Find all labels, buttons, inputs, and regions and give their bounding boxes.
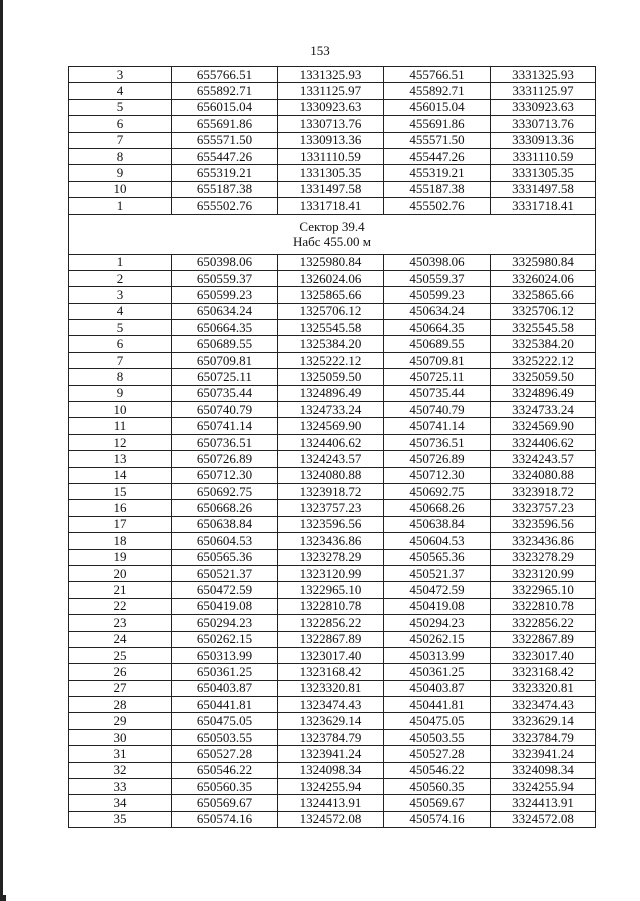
x-coordinate-cell: 655447.26	[172, 148, 278, 164]
x2-coordinate-cell: 450692.75	[384, 483, 491, 499]
x-coordinate-cell: 650740.79	[172, 402, 278, 418]
point-number-cell: 25	[69, 647, 172, 663]
y2-coordinate-cell: 3325706.12	[491, 303, 596, 319]
table-row	[69, 746, 596, 762]
y2-coordinate-cell: 3323757.23	[491, 500, 596, 516]
y-coordinate-cell: 1324098.34	[278, 762, 384, 778]
sector-header-group	[69, 214, 596, 254]
x2-coordinate-cell: 450604.53	[384, 533, 491, 549]
scan-corner-mark	[0, 895, 6, 901]
x2-coordinate-cell: 450664.35	[384, 320, 491, 336]
y-coordinate-cell: 1325545.58	[278, 320, 384, 336]
y-coordinate-cell: 1325706.12	[278, 303, 384, 319]
x2-coordinate-cell: 455447.26	[384, 148, 491, 164]
x2-coordinate-cell: 450262.15	[384, 631, 491, 647]
sector-header-cell	[69, 214, 596, 254]
y-coordinate-cell: 1323120.99	[278, 565, 384, 581]
y-coordinate-cell: 1323168.42	[278, 664, 384, 680]
table-row	[69, 132, 596, 148]
sector-altitude: Набс 455.00 м	[292, 234, 372, 250]
table-row	[69, 83, 596, 99]
y-coordinate-cell: 1330713.76	[278, 116, 384, 132]
y-coordinate-cell: 1324080.88	[278, 467, 384, 483]
y2-coordinate-cell: 3331125.97	[491, 83, 596, 99]
x-coordinate-cell: 650559.37	[172, 270, 278, 286]
point-number-cell: 15	[69, 483, 172, 499]
point-number-cell: 12	[69, 434, 172, 450]
x2-coordinate-cell: 450527.28	[384, 746, 491, 762]
y-coordinate-cell: 1323320.81	[278, 680, 384, 696]
y2-coordinate-cell: 3325059.50	[491, 369, 596, 385]
x2-coordinate-cell: 450736.51	[384, 434, 491, 450]
x-coordinate-cell: 650726.89	[172, 451, 278, 467]
table-row	[69, 434, 596, 450]
x-coordinate-cell: 655319.21	[172, 165, 278, 181]
x-coordinate-cell: 655691.86	[172, 116, 278, 132]
x2-coordinate-cell: 450726.89	[384, 451, 491, 467]
x2-coordinate-cell: 450503.55	[384, 729, 491, 745]
x2-coordinate-cell: 450560.35	[384, 779, 491, 795]
y2-coordinate-cell: 3324733.24	[491, 402, 596, 418]
y-coordinate-cell: 1323596.56	[278, 516, 384, 532]
table-row	[69, 181, 596, 197]
point-number-cell: 20	[69, 565, 172, 581]
y2-coordinate-cell: 3331305.35	[491, 165, 596, 181]
table-row	[69, 680, 596, 696]
table-row	[69, 198, 596, 214]
y2-coordinate-cell: 3322965.10	[491, 582, 596, 598]
x-coordinate-cell: 655766.51	[172, 67, 278, 83]
x-coordinate-cell: 650560.35	[172, 779, 278, 795]
y-coordinate-cell: 1326024.06	[278, 270, 384, 286]
x-coordinate-cell: 650361.25	[172, 664, 278, 680]
x-coordinate-cell: 650441.81	[172, 697, 278, 713]
y2-coordinate-cell: 3322810.78	[491, 598, 596, 614]
y-coordinate-cell: 1324572.08	[278, 811, 384, 827]
point-number-cell: 14	[69, 467, 172, 483]
x2-coordinate-cell: 450546.22	[384, 762, 491, 778]
table-row	[69, 779, 596, 795]
y2-coordinate-cell: 3323120.99	[491, 565, 596, 581]
x2-coordinate-cell: 450668.26	[384, 500, 491, 516]
x2-coordinate-cell: 450574.16	[384, 811, 491, 827]
point-number-cell: 5	[69, 320, 172, 336]
x-coordinate-cell: 650569.67	[172, 795, 278, 811]
x2-coordinate-cell: 455892.71	[384, 83, 491, 99]
y2-coordinate-cell: 3325980.84	[491, 254, 596, 270]
x-coordinate-cell: 650398.06	[172, 254, 278, 270]
coordinates-table	[68, 66, 596, 828]
y2-coordinate-cell: 3324243.57	[491, 451, 596, 467]
y-coordinate-cell: 1324255.94	[278, 779, 384, 795]
table-row	[69, 533, 596, 549]
y-coordinate-cell: 1324243.57	[278, 451, 384, 467]
x2-coordinate-cell: 450441.81	[384, 697, 491, 713]
table-row	[69, 148, 596, 164]
point-number-cell: 18	[69, 533, 172, 549]
table-row	[69, 598, 596, 614]
x2-coordinate-cell: 450398.06	[384, 254, 491, 270]
y2-coordinate-cell: 3324896.49	[491, 385, 596, 401]
y-coordinate-cell: 1322810.78	[278, 598, 384, 614]
point-number-cell: 11	[69, 418, 172, 434]
point-number-cell: 32	[69, 762, 172, 778]
y2-coordinate-cell: 3323596.56	[491, 516, 596, 532]
x-coordinate-cell: 655502.76	[172, 198, 278, 214]
point-number-cell: 19	[69, 549, 172, 565]
point-number-cell: 21	[69, 582, 172, 598]
y2-coordinate-cell: 3324572.08	[491, 811, 596, 827]
x2-coordinate-cell: 450741.14	[384, 418, 491, 434]
y2-coordinate-cell: 3326024.06	[491, 270, 596, 286]
y2-coordinate-cell: 3323436.86	[491, 533, 596, 549]
table-row	[69, 385, 596, 401]
table-row	[69, 582, 596, 598]
y-coordinate-cell: 1324413.91	[278, 795, 384, 811]
x-coordinate-cell: 650668.26	[172, 500, 278, 516]
x-coordinate-cell: 650527.28	[172, 746, 278, 762]
x-coordinate-cell: 655571.50	[172, 132, 278, 148]
x-coordinate-cell: 650736.51	[172, 434, 278, 450]
y-coordinate-cell: 1322856.22	[278, 615, 384, 631]
point-number-cell: 29	[69, 713, 172, 729]
y2-coordinate-cell: 3323320.81	[491, 680, 596, 696]
table-row	[69, 352, 596, 368]
x-coordinate-cell: 655187.38	[172, 181, 278, 197]
y-coordinate-cell: 1331497.58	[278, 181, 384, 197]
table-row	[69, 467, 596, 483]
point-number-cell: 6	[69, 336, 172, 352]
x2-coordinate-cell: 450565.36	[384, 549, 491, 565]
y-coordinate-cell: 1324569.90	[278, 418, 384, 434]
table-row	[69, 664, 596, 680]
table-row	[69, 697, 596, 713]
point-number-cell: 10	[69, 402, 172, 418]
y2-coordinate-cell: 3323168.42	[491, 664, 596, 680]
table-row	[69, 303, 596, 319]
x-coordinate-cell: 650599.23	[172, 287, 278, 303]
y-coordinate-cell: 1324733.24	[278, 402, 384, 418]
x-coordinate-cell: 656015.04	[172, 99, 278, 115]
x2-coordinate-cell: 455502.76	[384, 198, 491, 214]
point-number-cell: 7	[69, 132, 172, 148]
table-row	[69, 418, 596, 434]
y-coordinate-cell: 1325865.66	[278, 287, 384, 303]
y2-coordinate-cell: 3324098.34	[491, 762, 596, 778]
y-coordinate-cell: 1325222.12	[278, 352, 384, 368]
y-coordinate-cell: 1330913.36	[278, 132, 384, 148]
y2-coordinate-cell: 3323941.24	[491, 746, 596, 762]
y-coordinate-cell: 1330923.63	[278, 99, 384, 115]
y-coordinate-cell: 1323474.43	[278, 697, 384, 713]
y-coordinate-cell: 1323436.86	[278, 533, 384, 549]
y-coordinate-cell: 1325384.20	[278, 336, 384, 352]
x-coordinate-cell: 650638.84	[172, 516, 278, 532]
x-coordinate-cell: 650475.05	[172, 713, 278, 729]
x-coordinate-cell: 650419.08	[172, 598, 278, 614]
table-row	[69, 270, 596, 286]
y2-coordinate-cell: 3323629.14	[491, 713, 596, 729]
x-coordinate-cell: 650709.81	[172, 352, 278, 368]
table-row	[69, 729, 596, 745]
x-coordinate-cell: 650712.30	[172, 467, 278, 483]
table-row	[69, 811, 596, 827]
x2-coordinate-cell: 450419.08	[384, 598, 491, 614]
table-row	[69, 67, 596, 83]
point-number-cell: 3	[69, 287, 172, 303]
table-row	[69, 336, 596, 352]
table-row	[69, 713, 596, 729]
point-number-cell: 3	[69, 67, 172, 83]
point-number-cell: 9	[69, 165, 172, 181]
table-row	[69, 500, 596, 516]
point-number-cell: 10	[69, 181, 172, 197]
y2-coordinate-cell: 3324406.62	[491, 434, 596, 450]
x-coordinate-cell: 650313.99	[172, 647, 278, 663]
x2-coordinate-cell: 450634.24	[384, 303, 491, 319]
table-row	[69, 320, 596, 336]
y2-coordinate-cell: 3323918.72	[491, 483, 596, 499]
table-row	[69, 254, 596, 270]
point-number-cell: 7	[69, 352, 172, 368]
point-number-cell: 34	[69, 795, 172, 811]
y2-coordinate-cell: 3323474.43	[491, 697, 596, 713]
y-coordinate-cell: 1325059.50	[278, 369, 384, 385]
x2-coordinate-cell: 450475.05	[384, 713, 491, 729]
y-coordinate-cell: 1323918.72	[278, 483, 384, 499]
y2-coordinate-cell: 3331110.59	[491, 148, 596, 164]
table-row	[69, 165, 596, 181]
point-number-cell: 27	[69, 680, 172, 696]
scan-left-edge	[0, 0, 3, 901]
sector-title: Сектор 39.4	[299, 219, 365, 235]
x2-coordinate-cell: 450689.55	[384, 336, 491, 352]
y2-coordinate-cell: 3324413.91	[491, 795, 596, 811]
y2-coordinate-cell: 3324080.88	[491, 467, 596, 483]
y-coordinate-cell: 1323784.79	[278, 729, 384, 745]
point-number-cell: 17	[69, 516, 172, 532]
x-coordinate-cell: 650692.75	[172, 483, 278, 499]
x2-coordinate-cell: 450294.23	[384, 615, 491, 631]
top-rows-group	[69, 67, 596, 215]
table-row	[69, 402, 596, 418]
point-number-cell: 1	[69, 254, 172, 270]
point-number-cell: 22	[69, 598, 172, 614]
x2-coordinate-cell: 450361.25	[384, 664, 491, 680]
point-number-cell: 31	[69, 746, 172, 762]
x-coordinate-cell: 650725.11	[172, 369, 278, 385]
table-row	[69, 369, 596, 385]
x2-coordinate-cell: 455187.38	[384, 181, 491, 197]
y2-coordinate-cell: 3325545.58	[491, 320, 596, 336]
y-coordinate-cell: 1325980.84	[278, 254, 384, 270]
x2-coordinate-cell: 450709.81	[384, 352, 491, 368]
y2-coordinate-cell: 3331718.41	[491, 198, 596, 214]
point-number-cell: 9	[69, 385, 172, 401]
x2-coordinate-cell: 450559.37	[384, 270, 491, 286]
x-coordinate-cell: 650664.35	[172, 320, 278, 336]
y-coordinate-cell: 1331305.35	[278, 165, 384, 181]
point-number-cell: 8	[69, 148, 172, 164]
x-coordinate-cell: 650735.44	[172, 385, 278, 401]
x2-coordinate-cell: 450638.84	[384, 516, 491, 532]
table-row	[69, 549, 596, 565]
x-coordinate-cell: 650546.22	[172, 762, 278, 778]
sector-rows-group	[69, 254, 596, 828]
y-coordinate-cell: 1323017.40	[278, 647, 384, 663]
x2-coordinate-cell: 455319.21	[384, 165, 491, 181]
point-number-cell: 23	[69, 615, 172, 631]
table-row	[69, 287, 596, 303]
point-number-cell: 8	[69, 369, 172, 385]
table-row	[69, 516, 596, 532]
x-coordinate-cell: 650634.24	[172, 303, 278, 319]
y2-coordinate-cell: 3325865.66	[491, 287, 596, 303]
table-row	[69, 99, 596, 115]
x-coordinate-cell: 650574.16	[172, 811, 278, 827]
y-coordinate-cell: 1331125.97	[278, 83, 384, 99]
y-coordinate-cell: 1324896.49	[278, 385, 384, 401]
x2-coordinate-cell: 450403.87	[384, 680, 491, 696]
table-row	[69, 483, 596, 499]
x2-coordinate-cell: 450735.44	[384, 385, 491, 401]
sector-header-row	[69, 214, 596, 254]
point-number-cell: 5	[69, 99, 172, 115]
table-row	[69, 795, 596, 811]
table-row	[69, 451, 596, 467]
point-number-cell: 4	[69, 83, 172, 99]
x-coordinate-cell: 650503.55	[172, 729, 278, 745]
y2-coordinate-cell: 3330713.76	[491, 116, 596, 132]
table-row	[69, 116, 596, 132]
y-coordinate-cell: 1323757.23	[278, 500, 384, 516]
point-number-cell: 28	[69, 697, 172, 713]
x-coordinate-cell: 650294.23	[172, 615, 278, 631]
x2-coordinate-cell: 450569.67	[384, 795, 491, 811]
x2-coordinate-cell: 455766.51	[384, 67, 491, 83]
x-coordinate-cell: 650521.37	[172, 565, 278, 581]
point-number-cell: 2	[69, 270, 172, 286]
point-number-cell: 33	[69, 779, 172, 795]
y-coordinate-cell: 1331325.93	[278, 67, 384, 83]
x2-coordinate-cell: 455691.86	[384, 116, 491, 132]
x2-coordinate-cell: 450740.79	[384, 402, 491, 418]
point-number-cell: 24	[69, 631, 172, 647]
point-number-cell: 4	[69, 303, 172, 319]
point-number-cell: 13	[69, 451, 172, 467]
point-number-cell: 6	[69, 116, 172, 132]
x2-coordinate-cell: 455571.50	[384, 132, 491, 148]
point-number-cell: 30	[69, 729, 172, 745]
x2-coordinate-cell: 450599.23	[384, 287, 491, 303]
x-coordinate-cell: 650741.14	[172, 418, 278, 434]
point-number-cell: 26	[69, 664, 172, 680]
table-row	[69, 565, 596, 581]
y2-coordinate-cell: 3323784.79	[491, 729, 596, 745]
y2-coordinate-cell: 3323017.40	[491, 647, 596, 663]
y-coordinate-cell: 1324406.62	[278, 434, 384, 450]
x-coordinate-cell: 655892.71	[172, 83, 278, 99]
y2-coordinate-cell: 3322867.89	[491, 631, 596, 647]
y2-coordinate-cell: 3330913.36	[491, 132, 596, 148]
x2-coordinate-cell: 456015.04	[384, 99, 491, 115]
y2-coordinate-cell: 3324255.94	[491, 779, 596, 795]
y2-coordinate-cell: 3331325.93	[491, 67, 596, 83]
x2-coordinate-cell: 450521.37	[384, 565, 491, 581]
table-row	[69, 631, 596, 647]
x-coordinate-cell: 650604.53	[172, 533, 278, 549]
table-row	[69, 762, 596, 778]
y2-coordinate-cell: 3324569.90	[491, 418, 596, 434]
y-coordinate-cell: 1331110.59	[278, 148, 384, 164]
x2-coordinate-cell: 450725.11	[384, 369, 491, 385]
y2-coordinate-cell: 3331497.58	[491, 181, 596, 197]
y-coordinate-cell: 1322965.10	[278, 582, 384, 598]
x-coordinate-cell: 650403.87	[172, 680, 278, 696]
y2-coordinate-cell: 3325222.12	[491, 352, 596, 368]
x2-coordinate-cell: 450313.99	[384, 647, 491, 663]
y2-coordinate-cell: 3325384.20	[491, 336, 596, 352]
y2-coordinate-cell: 3330923.63	[491, 99, 596, 115]
y-coordinate-cell: 1323941.24	[278, 746, 384, 762]
x2-coordinate-cell: 450472.59	[384, 582, 491, 598]
table-row	[69, 647, 596, 663]
y-coordinate-cell: 1323278.29	[278, 549, 384, 565]
y-coordinate-cell: 1322867.89	[278, 631, 384, 647]
x2-coordinate-cell: 450712.30	[384, 467, 491, 483]
x-coordinate-cell: 650472.59	[172, 582, 278, 598]
x-coordinate-cell: 650689.55	[172, 336, 278, 352]
x-coordinate-cell: 650262.15	[172, 631, 278, 647]
point-number-cell: 1	[69, 198, 172, 214]
x-coordinate-cell: 650565.36	[172, 549, 278, 565]
page-number: 153	[310, 43, 330, 58]
y-coordinate-cell: 1331718.41	[278, 198, 384, 214]
table-row	[69, 615, 596, 631]
point-number-cell: 35	[69, 811, 172, 827]
point-number-cell: 16	[69, 500, 172, 516]
y2-coordinate-cell: 3322856.22	[491, 615, 596, 631]
y-coordinate-cell: 1323629.14	[278, 713, 384, 729]
y2-coordinate-cell: 3323278.29	[491, 549, 596, 565]
